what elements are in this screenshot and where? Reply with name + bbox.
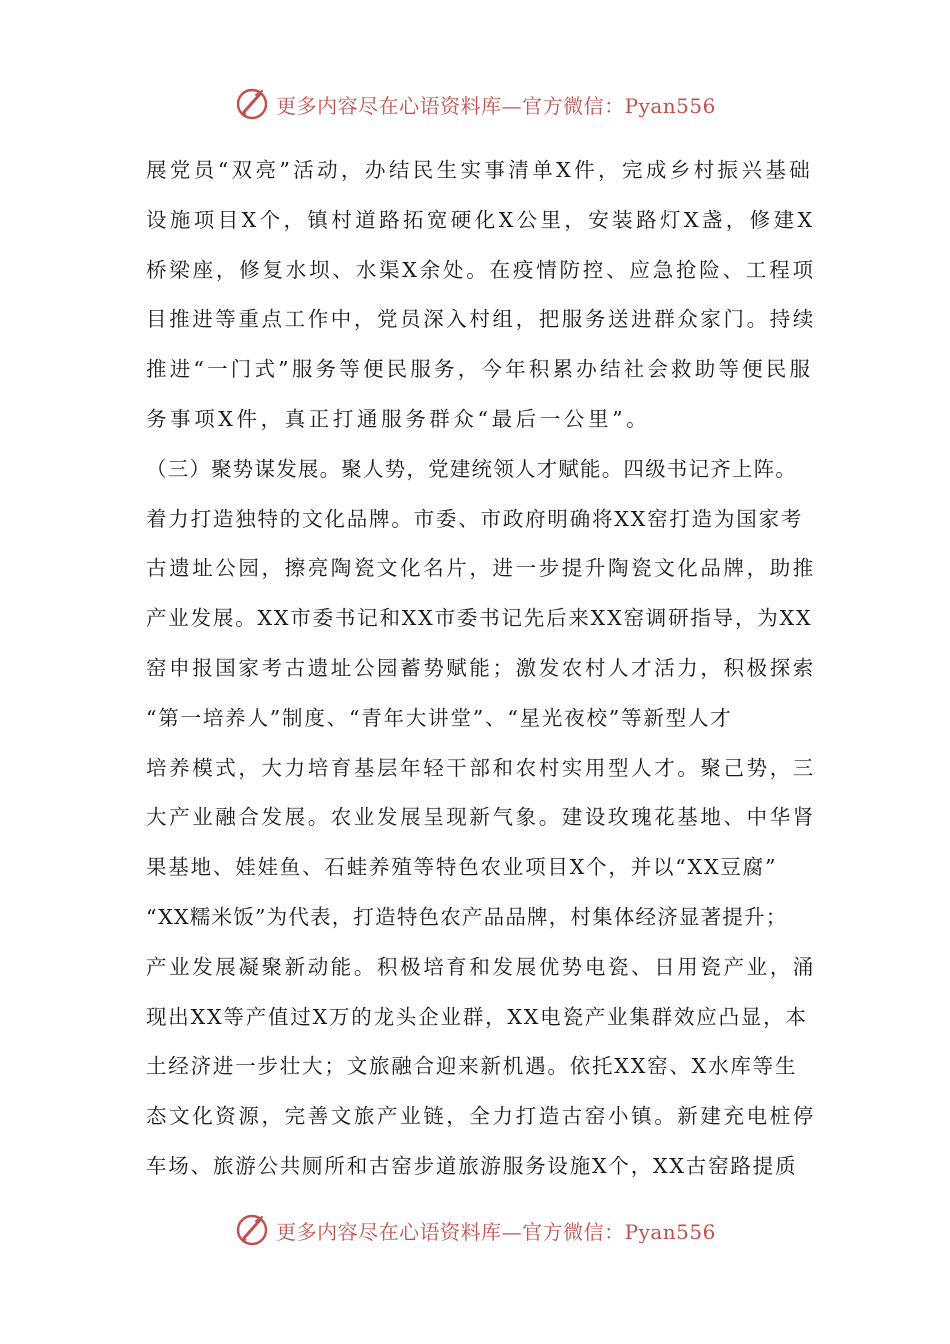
text-line: 着力打造独特的文化品牌。市委、市政府明确将XX窑打造为国家考 bbox=[146, 506, 804, 531]
text-line: 务事项X件，真正打通服务群众“最后一公里”。 bbox=[146, 406, 651, 431]
text-line: 态文化资源，完善文旅产业链，全力打造古窑小镇。新建充电桩停 bbox=[146, 1104, 816, 1129]
text-line: 桥梁座，修复水坝、水渠X余处。在疫情防控、应急抢险、工程项 bbox=[146, 257, 816, 282]
text-line: 土经济进一步壮大；文旅融合迎来新机遇。依托XX窑、X水库等生 bbox=[146, 1054, 798, 1079]
text-line: 果基地、娃娃鱼、石蛙养殖等特色农业项目X个，并以“XX豆腐” bbox=[146, 855, 778, 880]
text-line: 设施项目X个，镇村道路拓宽硬化X公里，安装路灯X盏，修建X bbox=[146, 207, 816, 232]
header-banner-text: 更多内容尽在心语资料库—官方微信：Pyan556 bbox=[276, 93, 716, 118]
text-line: 古遗址公园，擦亮陶瓷文化名片，进一步提升陶瓷文化品牌，助推 bbox=[146, 556, 816, 581]
text-line: 车场、旅游公共厕所和古窑步道旅游服务设施X个，XX古窑路提质 bbox=[146, 1153, 798, 1178]
text-line: 大产业融合发展。农业发展呈现新气象。建设玫瑰花基地、中华肾 bbox=[146, 805, 816, 830]
pen-circle-icon bbox=[234, 1212, 270, 1248]
footer-banner-text: 更多内容尽在心语资料库—官方微信：Pyan556 bbox=[276, 1219, 716, 1244]
text-line: 现出XX等产值过X万的龙头企业群，XX电瓷产业集群效应凸显，本 bbox=[146, 1004, 808, 1029]
text-line: 展党员“双亮”活动，办结民生实事清单X件，完成乡村振兴基础 bbox=[146, 158, 814, 182]
text-line: 产业发展凝聚新动能。积极培育和发展优势电瓷、日用瓷产业，涌 bbox=[146, 954, 816, 979]
text-line: 推进“一门式”服务等便民服务，今年积累办结社会救助等便民服 bbox=[146, 357, 814, 382]
text-line: 培养模式，大力培育基层年轻干部和农村实用型人才。聚己势，三 bbox=[146, 755, 816, 780]
section-heading-line: （三）聚势谋发展。聚人势，党建统领人才赋能。四级书记齐上阵。 bbox=[146, 456, 797, 481]
document-body bbox=[146, 146, 816, 1192]
pen-circle-icon bbox=[234, 86, 270, 122]
text-line: “第一培养人”制度、“青年大讲堂”、“星光夜校”等新型人才 bbox=[146, 705, 733, 730]
text-line: 窑申报国家考古遗址公园蓄势赋能；激发农村人才活力，积极探索 bbox=[146, 655, 816, 680]
header-banner bbox=[0, 84, 950, 124]
text-line: 目推进等重点工作中，党员深入村组，把服务送进群众家门。持续 bbox=[146, 307, 816, 332]
footer-banner bbox=[0, 1210, 950, 1250]
text-line: 产业发展。XX市委书记和XX市委书记先后来XX窑调研指导，为XX bbox=[146, 606, 813, 631]
text-line: “XX糯米饭”为代表，打造特色农产品品牌，村集体经济显著提升； bbox=[146, 904, 788, 929]
